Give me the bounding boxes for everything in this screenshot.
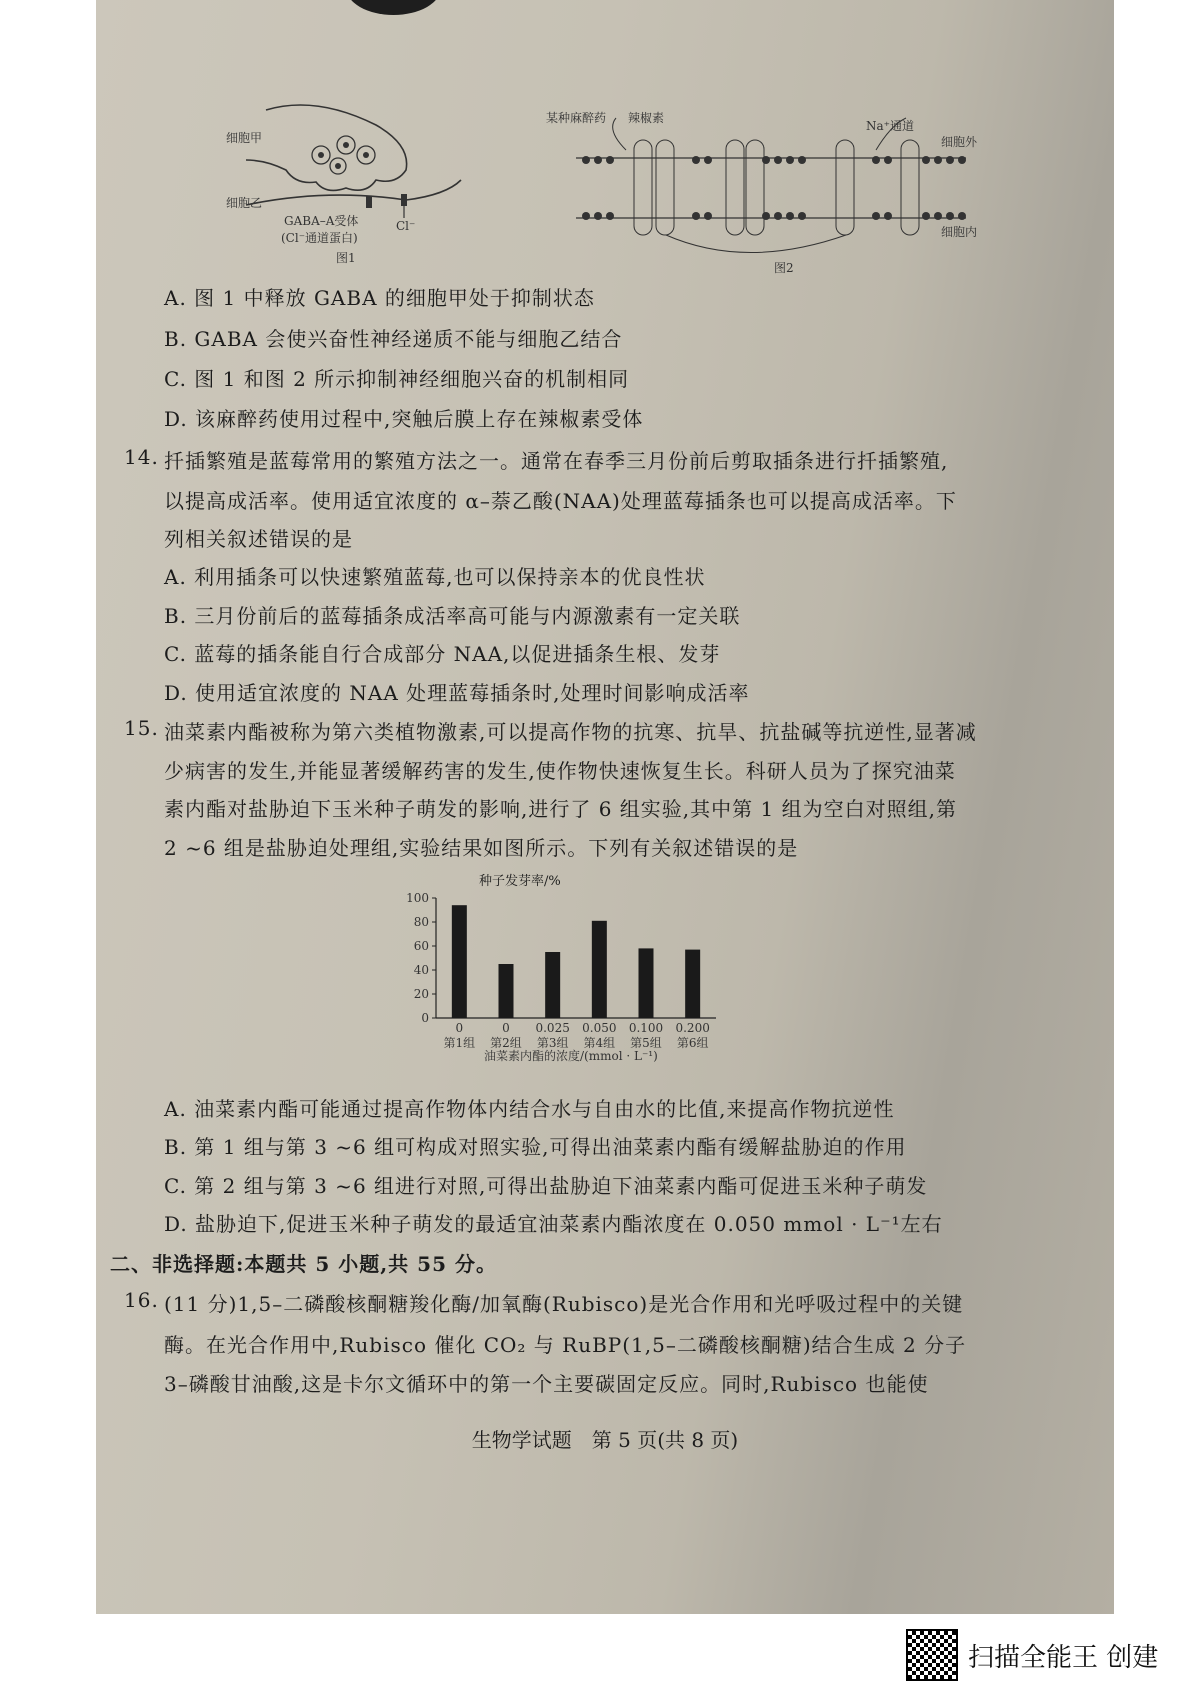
bar-第2组 <box>499 964 514 1018</box>
q16-number: 16. <box>124 1288 159 1312</box>
q14-stem-line-2: 以提高成活率。使用适宜浓度的 α–萘乙酸(NAA)处理蓝莓插条也可以提高成活率。下 <box>164 489 957 513</box>
x-tick-group: 第1组 <box>443 1036 476 1050</box>
fig2-outside-label: 细胞外 <box>941 135 978 149</box>
y-tick-label: 60 <box>413 939 429 953</box>
fig1-receptor-label: GABA–A受体 <box>284 214 359 228</box>
fig2-anesthetic-label: 某种麻醉药 <box>546 111 607 125</box>
y-tick-label: 40 <box>413 963 429 977</box>
bar-第5组 <box>639 948 654 1018</box>
fig2-capsaicin-label: 辣椒素 <box>628 111 665 125</box>
fig1-channel-label: (Cl⁻通道蛋白) <box>281 231 358 245</box>
section-2-heading: 二、非选择题:本题共 5 小题,共 55 分。 <box>110 1252 497 1276</box>
x-tick-concentration: 0.025 <box>535 1021 570 1035</box>
fig2-inside-label: 细胞内 <box>941 225 978 239</box>
watermark-text: 扫描全能王 创建 <box>968 1642 1159 1673</box>
bar-第1组 <box>452 905 467 1018</box>
q13-option-d: D. 该麻醉药使用过程中,突触后膜上存在辣椒素受体 <box>164 407 644 431</box>
y-tick-label: 20 <box>413 987 429 1001</box>
q15-option-d: D. 盐胁迫下,促进玉米种子萌发的最适宜油菜素内酯浓度在 0.050 mmol · L⁻¹左右 <box>164 1212 943 1236</box>
x-tick-group: 第6组 <box>676 1036 709 1050</box>
q14-option-c: C. 蓝莓的插条能自行合成部分 NAA,以促进插条生根、发芽 <box>164 642 721 666</box>
x-tick-concentration: 0.100 <box>628 1021 664 1035</box>
figure-1-synapse <box>226 100 486 270</box>
q14-stem-line-1: 扦插繁殖是蓝莓常用的繁殖方法之一。通常在春季三月份前后剪取插条进行扦插繁殖, <box>164 449 949 473</box>
x-tick-group: 第4组 <box>583 1036 616 1050</box>
fig1-cell-a-label: 细胞甲 <box>226 131 263 145</box>
q13-option-b: B. GABA 会使兴奋性神经递质不能与细胞乙结合 <box>164 327 623 351</box>
q15-number: 15. <box>124 716 159 740</box>
fig1-ion-label: Cl⁻ <box>396 219 416 233</box>
q14-number: 14. <box>124 445 159 469</box>
q16-line-2: 酶。在光合作用中,Rubisco 催化 CO₂ 与 RuBP(1,5–二磷酸核酮糖)结合生成 2 分子 <box>164 1333 967 1357</box>
q14-option-a: A. 利用插条可以快速繁殖蓝莓,也可以保持亲本的优良性状 <box>164 565 706 589</box>
q14-stem-line-3: 列相关叙述错误的是 <box>164 527 353 551</box>
x-axis-label: 油菜素内酯的浓度/(mmol · L⁻¹) <box>484 1049 658 1063</box>
chart-title: 种子发芽率/% <box>479 874 561 889</box>
q16-line-1: (11 分)1,5–二磷酸核酮糖羧化酶/加氧酶(Rubisco)是光合作用和光呼吸过程中的关键 <box>164 1292 964 1316</box>
fig2-caption: 图2 <box>774 261 794 275</box>
page-footer: 生物学试题 第 5 页(共 8 页) <box>471 1428 739 1452</box>
fig1-caption: 图1 <box>336 251 356 265</box>
fig1-cell-b-label: 细胞乙 <box>226 196 263 210</box>
q16-line-3: 3–磷酸甘油酸,这是卡尔文循环中的第一个主要碳固定反应。同时,Rubisco 也能使 <box>164 1372 929 1396</box>
y-tick-label: 0 <box>421 1011 429 1025</box>
y-tick-label: 80 <box>413 915 429 929</box>
q13-option-c: C. 图 1 和图 2 所示抑制神经细胞兴奋的机制相同 <box>164 367 630 391</box>
x-tick-concentration: 0.050 <box>582 1021 617 1035</box>
bar-第3组 <box>545 952 560 1018</box>
scanned-page <box>96 0 1114 1614</box>
bar-第6组 <box>685 950 700 1018</box>
x-tick-concentration: 0 <box>502 1021 510 1035</box>
bar-第4组 <box>592 921 607 1018</box>
x-tick-group: 第3组 <box>536 1036 569 1050</box>
x-tick-group: 第2组 <box>490 1036 522 1050</box>
y-tick-label: 100 <box>406 891 429 905</box>
x-tick-concentration: 0 <box>455 1021 464 1035</box>
figure-2-membrane <box>546 110 1006 280</box>
photo-shadow <box>346 0 441 15</box>
q15-stem-line-3: 素内酯对盐胁迫下玉米种子萌发的影响,进行了 6 组实验,其中第 1 组为空白对照组,第 <box>164 797 957 821</box>
x-tick-group: 第5组 <box>630 1036 662 1050</box>
q15-stem-line-4: 2 ~6 组是盐胁迫处理组,实验结果如图所示。下列有关叙述错误的是 <box>164 836 799 860</box>
q15-option-a: A. 油菜素内酯可能通过提高作物体内结合水与自由水的比值,来提高作物抗逆性 <box>164 1097 895 1121</box>
q15-option-c: C. 第 2 组与第 3 ~6 组进行对照,可得出盐胁迫下油菜素内酯可促进玉米种子萌发 <box>164 1174 928 1198</box>
q15-stem-line-1: 油菜素内酯被称为第六类植物激素,可以提高作物的抗寒、抗旱、抗盐碱等抗逆性,显著减 <box>164 720 977 744</box>
fig2-na-channel-label: Na⁺通道 <box>866 119 914 133</box>
q13-option-a: A. 图 1 中释放 GABA 的细胞甲处于抑制状态 <box>164 286 595 310</box>
q14-option-d: D. 使用适宜浓度的 NAA 处理蓝莓插条时,处理时间影响成活率 <box>164 681 750 705</box>
q15-stem-line-2: 少病害的发生,并能显著缓解药害的发生,使作物快速恢复生长。科研人员为了探究油菜 <box>164 759 956 783</box>
q15-option-b: B. 第 1 组与第 3 ~6 组可构成对照实验,可得出油菜素内酯有缓解盐胁迫的作用 <box>164 1135 907 1159</box>
x-tick-concentration: 0.200 <box>675 1021 710 1035</box>
germination-bar-chart <box>396 888 736 1068</box>
q14-option-b: B. 三月份前后的蓝莓插条成活率高可能与内源激素有一定关联 <box>164 604 741 628</box>
scanner-watermark <box>906 1630 1158 1680</box>
qr-code-icon <box>906 1629 958 1681</box>
